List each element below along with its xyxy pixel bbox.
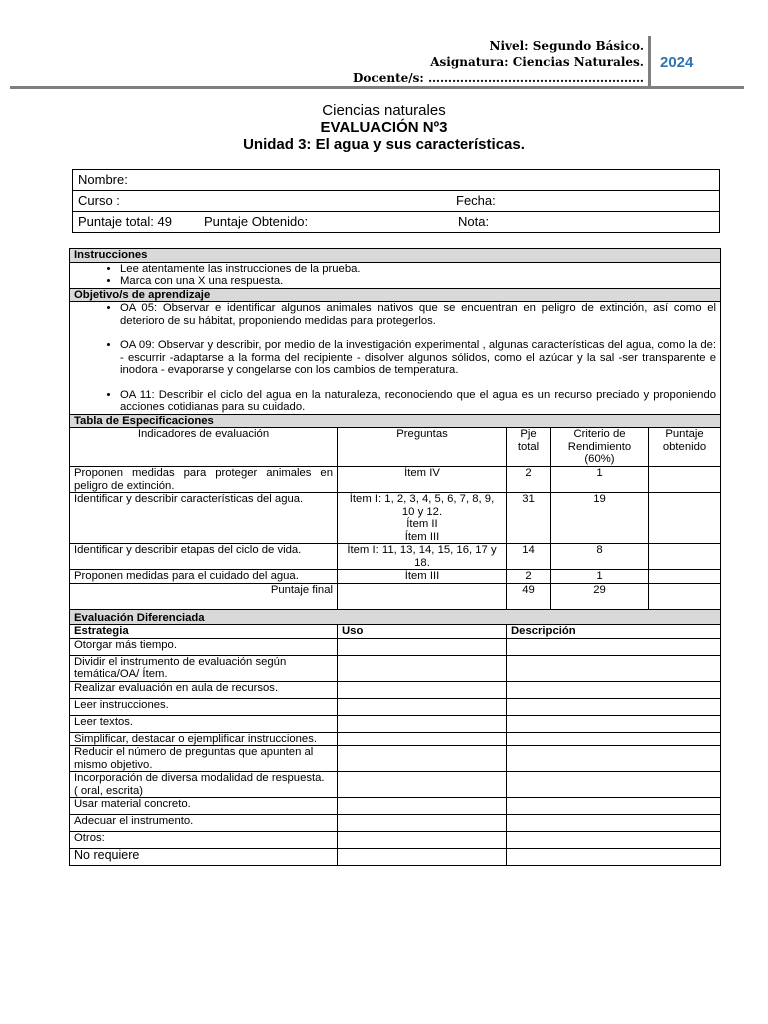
preguntas-cell (338, 493, 507, 544)
table-row (70, 849, 721, 866)
docente-text: Docente/s: ……………………………………………… (353, 71, 644, 85)
document-title (0, 102, 768, 153)
estrategia-cell (70, 772, 338, 798)
nombre-field[interactable] (73, 170, 720, 191)
uso-cell[interactable] (338, 655, 507, 681)
indicador-cell: Identificar y describir características del agua. (70, 493, 338, 544)
nivel-text: Nivel: Segundo Básico. (489, 39, 644, 53)
year-label: 2024 (660, 54, 694, 71)
uso-cell[interactable] (338, 832, 507, 849)
estrategia-cell: Dividir el instrumento de evaluación según temática/OA/ Ítem. (70, 655, 338, 681)
preguntas-line: Ítem II (406, 518, 438, 530)
preguntas-cell: Ítem I: 11, 13, 14, 15, 16, 17 y 18. (338, 544, 507, 570)
pje-cell: 2 (507, 570, 551, 584)
especificaciones-heading: Tabla de Especificaciones (70, 414, 721, 428)
indicador-cell: Proponen medidas para proteger animales en peligro de extinción. (70, 467, 338, 493)
descripcion-cell[interactable] (507, 732, 721, 746)
uso-cell[interactable] (338, 681, 507, 698)
table-row (70, 798, 721, 815)
table-row (70, 638, 721, 655)
estrategia-text: Incorporación de diversa modalidad de respuesta. (74, 772, 325, 784)
puntaje-row[interactable] (73, 212, 720, 233)
diferenciada-heading: Evaluación Diferenciada (70, 609, 721, 625)
estrategia-cell: Realizar evaluación en aula de recursos. (70, 681, 338, 698)
table-row (70, 467, 721, 493)
table-row (70, 544, 721, 570)
uso-cell[interactable] (338, 772, 507, 798)
instrucciones-heading: Instrucciones (70, 249, 721, 263)
uso-cell[interactable] (338, 732, 507, 746)
instruccion-item: • Marca con una X una respuesta. (120, 275, 716, 288)
preguntas-cell: Ítem III (338, 570, 507, 584)
title-unit: Unidad 3: El agua y sus características. (243, 136, 525, 153)
table-row (70, 832, 721, 849)
descripcion-cell[interactable] (507, 772, 721, 798)
col-preguntas: Preguntas (338, 428, 507, 467)
student-info-box (72, 169, 720, 233)
obtenido-cell[interactable] (649, 544, 721, 570)
indicador-cell: Identificar y describir etapas del ciclo de vida. (70, 544, 338, 570)
puntaje-final-criterio: 29 (551, 583, 649, 609)
descripcion-cell[interactable] (507, 715, 721, 732)
descripcion-cell[interactable] (507, 655, 721, 681)
col-criterio: Criterio de Rendimiento (60%) (551, 428, 649, 467)
uso-cell[interactable] (338, 815, 507, 832)
preguntas-cell: Ítem IV (338, 467, 507, 493)
descripcion-cell[interactable] (507, 746, 721, 772)
descripcion-cell[interactable] (507, 698, 721, 715)
instrucciones-body (70, 262, 721, 288)
estrategia-cell: Leer textos. (70, 715, 338, 732)
puntaje-final-obtenido[interactable] (649, 583, 721, 609)
col-descripcion: Descripción (507, 625, 721, 639)
pje-cell: 31 (507, 493, 551, 544)
criterio-cell: 8 (551, 544, 649, 570)
table-row (70, 698, 721, 715)
curso-fecha-row[interactable] (73, 191, 720, 212)
nombre-label: Nombre: (78, 172, 128, 187)
pje-cell: 14 (507, 544, 551, 570)
table-row (70, 655, 721, 681)
table-row (70, 583, 721, 609)
header-info (353, 38, 644, 86)
estrategia-cell: Otros: (70, 832, 338, 849)
criterio-cell: 19 (551, 493, 649, 544)
descripcion-cell[interactable] (507, 832, 721, 849)
curso-label: Curso : (78, 193, 120, 208)
objetivo-item: • OA 09: Observar y describir, por medio de la investigación experimental , algunas características del agua, como la de: - escurrir -adaptarse a la forma del recipiente - disolver algunos sólidos, como el azúcar y la sal -ser transparente e inodora - evaporarse y congelarse con los cambios de temperatura. (120, 339, 716, 377)
obtenido-cell[interactable] (649, 467, 721, 493)
descripcion-cell[interactable] (507, 681, 721, 698)
nota-label: Nota: (458, 214, 490, 229)
empty-cell (338, 583, 507, 609)
objetivos-body (70, 302, 721, 415)
criterio-cell: 1 (551, 570, 649, 584)
pje-cell: 2 (507, 467, 551, 493)
obtenido-cell[interactable] (649, 493, 721, 544)
uso-cell[interactable] (338, 638, 507, 655)
table-row (70, 493, 721, 544)
objetivos-heading: Objetivo/s de aprendizaje (70, 288, 721, 302)
uso-cell[interactable] (338, 715, 507, 732)
col-pje-total: Pje total (507, 428, 551, 467)
uso-cell[interactable] (338, 746, 507, 772)
estrategia-cell: No requiere (70, 849, 338, 866)
col-puntaje-obtenido: Puntaje obtenido (649, 428, 721, 467)
header-divider-vertical (648, 36, 651, 86)
table-row (70, 681, 721, 698)
fecha-label: Fecha: (456, 193, 496, 208)
table-row (70, 772, 721, 798)
uso-cell[interactable] (338, 849, 507, 866)
objetivo-item: • OA 05: Observar e identificar algunos animales nativos que se encuentran en peligro de extinción, así como el deterioro de su hábitat, proponiendo medidas para protegerlos. (120, 302, 716, 327)
uso-cell[interactable] (338, 698, 507, 715)
table-row (70, 815, 721, 832)
title-evaluation: EVALUACIÓN Nº3 (320, 119, 448, 136)
criterio-cell: 1 (551, 467, 649, 493)
estrategia-text-extra: ( oral, escrita) (74, 784, 144, 797)
table-row (70, 732, 721, 746)
puntaje-obtenido-label: Puntaje Obtenido: (204, 214, 309, 229)
preguntas-line: Ítem I: 1, 2, 3, 4, 5, 6, 7, 8, 9, 10 y 12. (349, 493, 495, 518)
col-indicadores: Indicadores de evaluación (70, 428, 338, 467)
puntaje-total-label: Puntaje total: 49 (78, 214, 172, 229)
table-row (70, 746, 721, 772)
obtenido-cell[interactable] (649, 570, 721, 584)
evaluation-table (69, 248, 721, 866)
objetivo-item: • OA 11: Describir el ciclo del agua en la naturaleza, reconociendo que el agua es un recurso preciado y proponiendo acciones cotidianas para su cuidado. (120, 389, 716, 414)
indicador-cell: Proponen medidas para el cuidado del agua. (70, 570, 338, 584)
descripcion-cell[interactable] (507, 798, 721, 815)
table-row (70, 570, 721, 584)
title-subject: Ciencias naturales (322, 102, 446, 119)
table-row (70, 715, 721, 732)
puntaje-final-pje: 49 (507, 583, 551, 609)
document-header (0, 0, 768, 90)
col-uso: Uso (338, 625, 507, 639)
estrategia-cell: Adecuar el instrumento. (70, 815, 338, 832)
header-divider-horizontal (10, 86, 744, 89)
descripcion-cell[interactable] (507, 849, 721, 866)
uso-cell[interactable] (338, 798, 507, 815)
estrategia-cell: Leer instrucciones. (70, 698, 338, 715)
asignatura-text: Asignatura: Ciencias Naturales. (430, 55, 644, 69)
descripcion-cell[interactable] (507, 815, 721, 832)
estrategia-cell: Usar material concreto. (70, 798, 338, 815)
estrategia-cell: Otorgar más tiempo. (70, 638, 338, 655)
col-estrategia: Estrategia (70, 625, 338, 639)
estrategia-cell: Simplificar, destacar o ejemplificar instrucciones. (70, 732, 338, 746)
estrategia-cell: Reducir el número de preguntas que apunten al mismo objetivo. (70, 746, 338, 772)
descripcion-cell[interactable] (507, 638, 721, 655)
preguntas-line: Ítem III (404, 530, 440, 543)
instruccion-item: • Lee atentamente las instrucciones de la prueba. (120, 263, 716, 276)
puntaje-final-label: Puntaje final (70, 583, 338, 609)
